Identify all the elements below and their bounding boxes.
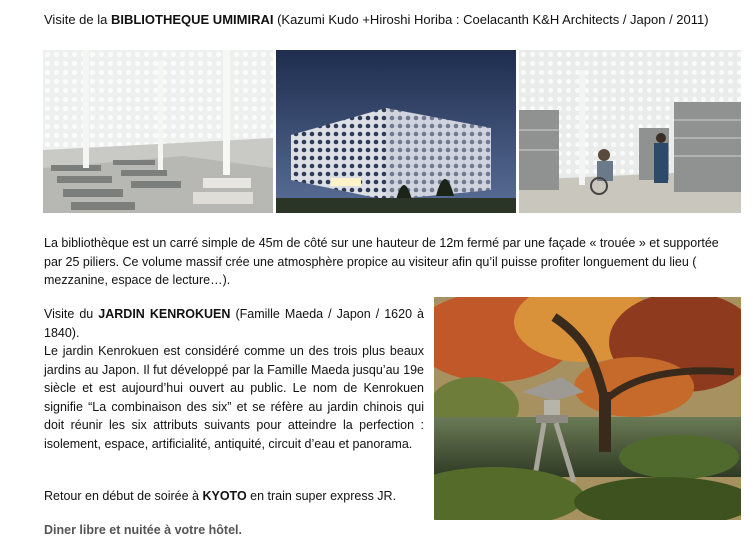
dinner-note: Diner libre et nuitée à votre hôtel. <box>44 523 242 537</box>
library-heading <box>44 11 709 30</box>
evening-prefix: Retour en début de soirée à <box>44 489 203 503</box>
evening-suffix: en train super express JR. <box>246 489 397 503</box>
garden-description: Le jardin Kenrokuen est considéré comme un des trois plus beaux jardins au Japon. Il fut développé par la Famille Maeda jusqu’au 19e siècle et est aujourd’hui ouvert au public. Le nom de Kenrokuen signifie “La combinaison des six” et se réfère au jardin chinois qui doit réunir les six attributs suivants pour atteindre la perfection : isolement, espace, artificialité, antiquité, circuit d’eau et panorama. <box>44 344 424 451</box>
heading-prefix: Visite de la <box>44 12 111 27</box>
library-details: (Kazumi Kudo +Hiroshi Horiba : Coelacanth K&H Architects / Japon / 2011) <box>273 12 709 27</box>
library-exterior-photo <box>276 50 516 213</box>
library-interior-photo <box>43 50 273 213</box>
kenrokuen-garden-photo <box>434 297 741 520</box>
evening-city: KYOTO <box>202 489 247 503</box>
library-description: La bibliothèque est un carré simple de 45m de côté sur une hauteur de 12m fermé par une façade « trouée » et supportée par 25 piliers. Ce volume massif crée une atmosphère propice au visiteur afin qu’il puisse profiter longuement du lieu ( mezzanine, espace de lecture…). <box>44 236 719 287</box>
garden-details: (Famille Maeda / Japon / 1620 à 1840). <box>44 307 424 340</box>
evening-return <box>44 487 396 506</box>
garden-prefix: Visite du <box>44 307 99 321</box>
garden-name: JARDIN KENROKUEN <box>98 307 231 321</box>
library-name: BIBLIOTHEQUE UMIMIRAI <box>110 12 274 27</box>
garden-section <box>44 305 424 453</box>
library-stacks-photo <box>519 50 741 213</box>
